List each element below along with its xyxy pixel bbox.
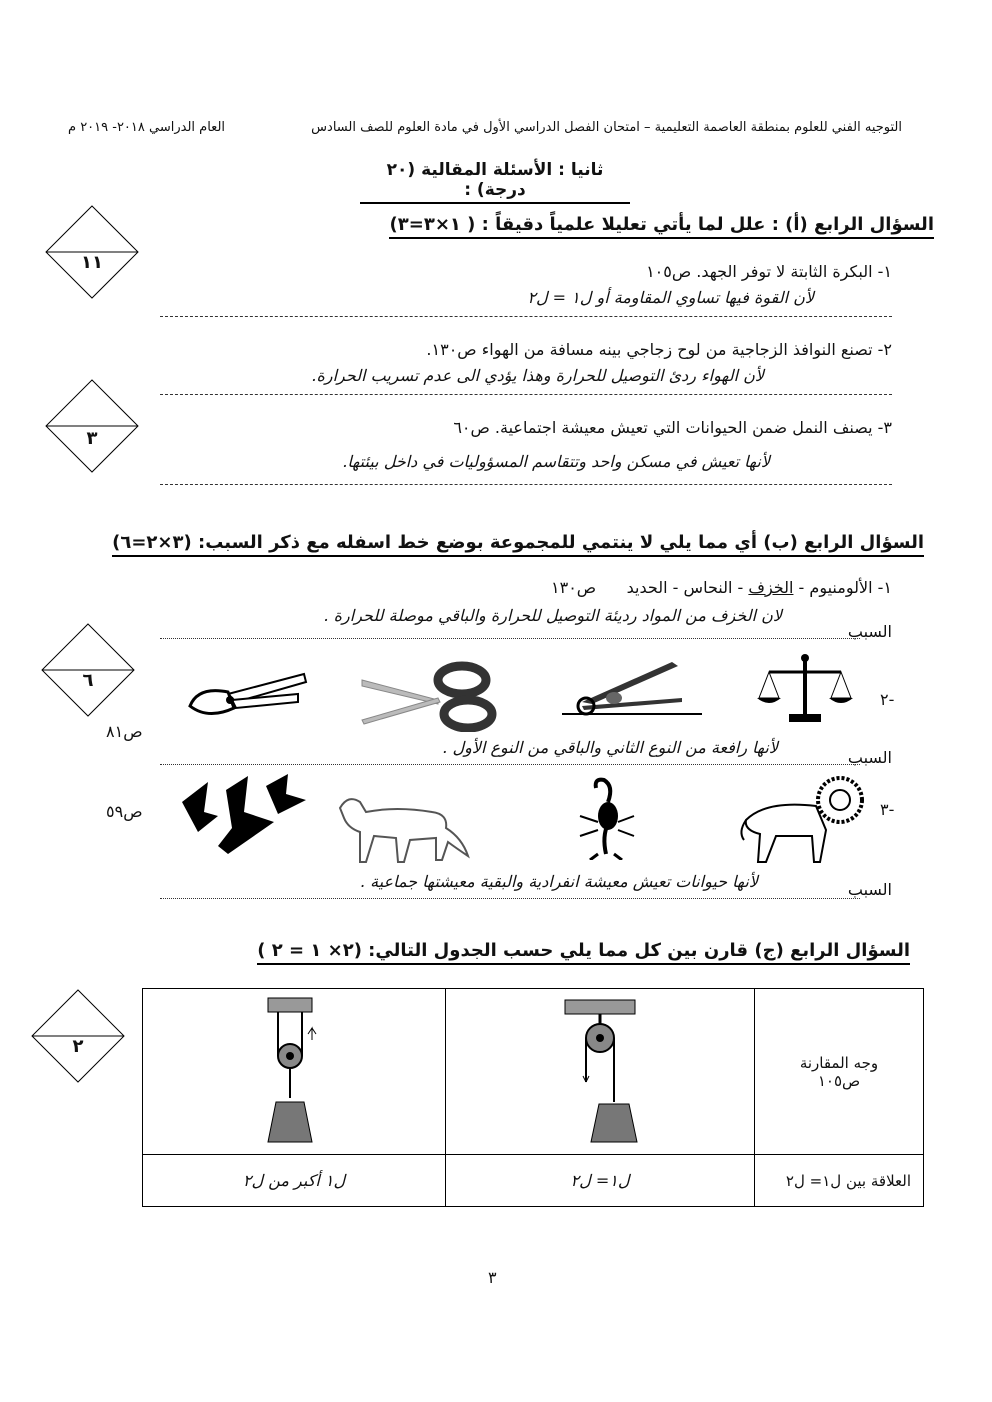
q4b-answer-3: لأنها حيوانات تعيش معيشة انفرادية والبقية معيشتها جماعية . <box>359 872 758 891</box>
divider <box>160 394 892 395</box>
score-diamond-4 <box>30 988 126 1084</box>
word-iron: الحديد <box>626 578 668 597</box>
question-4c-title: السؤال الرابع (ج) قارن بين كل مما يلي حسب الجدول التالي: (٢× ١ = ٢ ) <box>257 940 910 965</box>
header-exam-info: التوجيه الفني للعلوم بمنطقة العاصمة التعليمية – امتحان الفصل الدراسي الأول في مادة العلوم للصف السادس <box>311 120 902 135</box>
balance-scale-icon <box>755 650 855 726</box>
table-row <box>143 989 924 1155</box>
page-ref: ص٥٩ <box>106 802 143 821</box>
reason-label: السبب <box>847 748 892 767</box>
page-ref: ص١٣٠ <box>551 578 597 597</box>
page-ref: ص٨١ <box>106 722 143 741</box>
q4a-item-2: ٢- تصنع النوافذ الزجاجية من لوح زجاجي بينه مسافة من الهواء ص١٣٠. <box>426 340 892 359</box>
movable-pulley-icon <box>254 992 334 1148</box>
comparison-table <box>142 988 924 1207</box>
page-ref: ص١٠٥ <box>817 1071 861 1090</box>
separator: - <box>672 578 679 597</box>
nutcracker-icon <box>562 650 702 716</box>
divider <box>160 484 892 485</box>
item-number: ٣- <box>880 800 895 819</box>
word-ceramic-underlined: الخزف <box>748 578 794 597</box>
q4b-item-1 <box>551 578 892 597</box>
fixed-pulley-cell <box>446 989 755 1155</box>
header-year: العام الدراسي ٢٠١٨- ٢٠١٩ م <box>68 120 226 135</box>
question-4a-title: السؤال الرابع (أ) : علل لما يأتي تعليلا علمياً دقيقاً : ( ١×٣=٣) <box>389 214 934 239</box>
score-diamond-3 <box>40 622 136 718</box>
item-number: ٢- <box>880 690 895 709</box>
scissors-icon <box>358 660 498 732</box>
table-row <box>143 1155 924 1207</box>
comparison-label-cell <box>755 989 924 1155</box>
relation-label-cell <box>755 1155 924 1207</box>
lion-icon <box>736 770 866 866</box>
fixed-pulley-icon <box>555 992 645 1148</box>
score-value: ١١ <box>81 252 103 273</box>
q4a-answer-2: لأن الهواء ردئ التوصيل للحرارة وهذا يؤدي الى عدم تسريب الحرارة. <box>311 366 764 385</box>
score-value: ٦ <box>82 670 94 691</box>
separator: - <box>737 578 744 597</box>
movable-answer-cell <box>143 1155 446 1207</box>
q4a-item-1: ١- البكرة الثابتة لا توفر الجهد. ص١٠٥ <box>646 262 892 281</box>
flying-birds-icon <box>178 772 310 866</box>
answer-line <box>160 898 860 899</box>
q4b-answer-2: لأنها رافعة من النوع الثاني والباقي من النوع الأول . <box>442 738 778 757</box>
relation-label: العلاقة بين ل١= ل٢ <box>785 1172 911 1190</box>
fixed-answer: ل١= ل٢ <box>570 1171 630 1190</box>
q4a-item-3: ٣- يصنف النمل ضمن الحيوانات التي تعيش معيشة اجتماعية. ص٦٠ <box>453 418 892 437</box>
movable-pulley-cell <box>143 989 446 1155</box>
section-title: ثانيا : الأسئلة المقالية (٢٠ درجة) : <box>360 160 630 204</box>
word-copper: النحاس <box>683 578 733 597</box>
score-diamond-1 <box>44 204 140 300</box>
movable-answer: ل١ أكبر من ل٢ <box>242 1171 346 1190</box>
reason-label: السبب <box>847 622 892 641</box>
fixed-answer-cell <box>446 1155 755 1207</box>
question-4b-title: السؤال الرابع (ب) أي مما يلي لا ينتمي للمجموعة بوضع خط اسفله مع ذكر السبب: (٣×٢=٦) <box>112 532 924 557</box>
reason-label: السبب <box>847 880 892 899</box>
q4b-answer-1: لان الخزف من المواد رديئة التوصيل للحرارة والباقي موصلة للحرارة . <box>323 606 782 625</box>
page-number: ٣ <box>488 1268 497 1287</box>
score-value: ٢ <box>72 1036 84 1057</box>
answer-line <box>160 764 860 765</box>
answer-line <box>160 638 860 639</box>
item-number: ١- <box>877 578 892 597</box>
divider <box>160 316 892 317</box>
pliers-icon <box>188 664 308 726</box>
separator: - <box>798 578 805 597</box>
cheetah-icon <box>336 788 472 866</box>
q4a-answer-3: لأنها تعيش في مسكن واحد وتتقاسم المسؤوليات في داخل بيئتها. <box>342 452 770 471</box>
score-value: ٣ <box>86 428 98 449</box>
word-aluminium: الألومنيوم <box>809 578 873 597</box>
comparison-label: وجه المقارنة <box>799 1053 879 1072</box>
scorpion-icon <box>574 776 638 860</box>
q4a-answer-1: لأن القوة فيها تساوي المقاومة أو ل١ = ل٢ <box>527 288 814 307</box>
score-diamond-2 <box>44 378 140 474</box>
